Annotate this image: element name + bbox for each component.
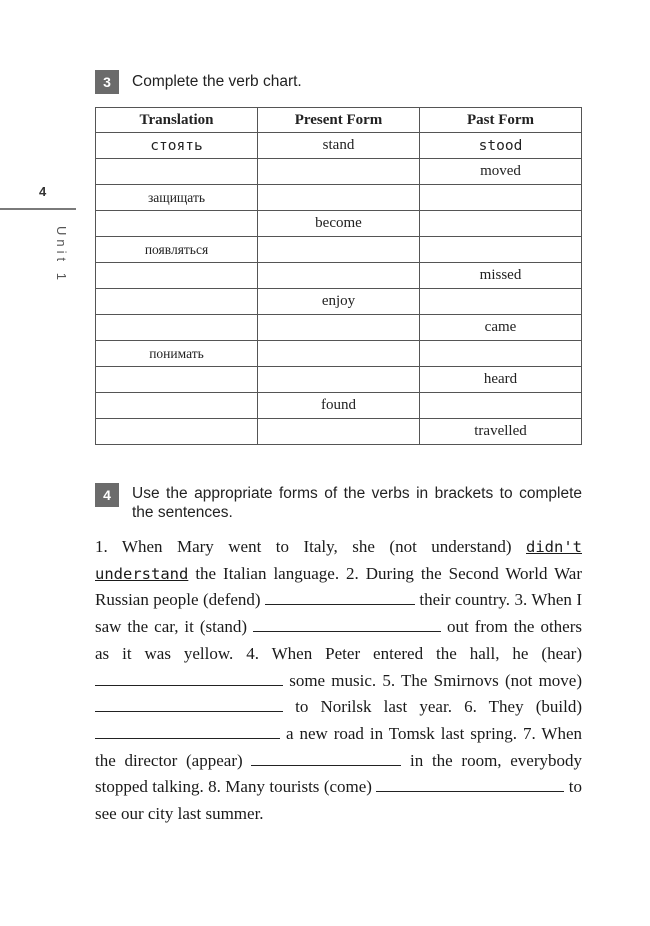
present-cell[interactable] — [258, 185, 420, 211]
present-cell[interactable]: enjoy — [258, 289, 420, 315]
present-cell[interactable]: stand — [258, 133, 420, 159]
present-cell[interactable] — [258, 315, 420, 341]
translation-cell[interactable] — [96, 315, 258, 341]
table-header-row — [96, 108, 582, 133]
translation-cell[interactable] — [96, 289, 258, 315]
past-cell[interactable]: came — [420, 315, 582, 341]
sentence-text: a new road in Tomsk last spring. 7. When the director (appear) — [95, 723, 582, 770]
verb-chart-table — [95, 107, 582, 445]
table-row — [96, 419, 582, 445]
present-cell[interactable] — [258, 237, 420, 263]
past-cell[interactable]: heard — [420, 367, 582, 393]
past-cell[interactable] — [420, 289, 582, 315]
exercise-text — [95, 534, 582, 828]
translation-cell[interactable]: защищать — [96, 185, 258, 211]
task3-number-badge: 3 — [95, 70, 119, 94]
past-cell[interactable]: missed — [420, 263, 582, 289]
sentence-text: in the room, everybody stopped talking. 8. Many tourists (come) — [95, 750, 583, 797]
translation-cell[interactable] — [96, 159, 258, 185]
page-number: 4 — [39, 184, 47, 199]
unit-label: Unit 1 — [54, 226, 69, 284]
table-row — [96, 315, 582, 341]
translation-cell[interactable]: понимать — [96, 341, 258, 367]
present-cell[interactable] — [258, 159, 420, 185]
task3-instruction: Complete the verb chart. — [132, 73, 302, 90]
column-header-past: Past Form — [420, 108, 582, 133]
translation-cell[interactable] — [96, 211, 258, 237]
task3-header — [95, 70, 302, 94]
present-cell[interactable]: found — [258, 393, 420, 419]
translation-cell[interactable]: появляться — [96, 237, 258, 263]
translation-cell[interactable]: стоять — [96, 133, 258, 159]
past-cell[interactable]: travelled — [420, 419, 582, 445]
table-row — [96, 341, 582, 367]
present-cell[interactable] — [258, 341, 420, 367]
answer-blank[interactable] — [265, 589, 415, 605]
past-cell[interactable] — [420, 237, 582, 263]
answer-blank[interactable] — [251, 750, 401, 766]
present-cell[interactable] — [258, 367, 420, 393]
present-cell[interactable] — [258, 263, 420, 289]
table-row — [96, 211, 582, 237]
translation-cell[interactable] — [96, 367, 258, 393]
task4-header — [95, 483, 582, 522]
table-row — [96, 159, 582, 185]
answer-blank[interactable] — [95, 696, 283, 712]
answer-blank[interactable] — [376, 776, 564, 792]
past-cell[interactable] — [420, 211, 582, 237]
task4-number-badge: 4 — [95, 483, 119, 507]
sentence-text: out from the others as it was yellow. 4. When Peter entered the hall, he (hear) — [95, 617, 582, 663]
sentence-text: their country. 3. When I saw the car, it (stand) — [95, 590, 582, 637]
table-row — [96, 185, 582, 211]
translation-cell[interactable] — [96, 419, 258, 445]
translation-cell[interactable] — [96, 263, 258, 289]
side-divider — [0, 208, 76, 210]
task4-instruction: Use the appropriate forms of the verbs in brackets to complete the sentences. — [132, 485, 582, 521]
sentence-text: to see our city last summer. — [95, 777, 583, 824]
sentence-text: some music. 5. The Smirnovs (not move) — [289, 670, 583, 690]
past-cell[interactable]: stood — [420, 133, 582, 159]
past-cell[interactable] — [420, 341, 582, 367]
answer-blank[interactable] — [253, 616, 441, 632]
past-cell[interactable] — [420, 185, 582, 211]
table-row — [96, 263, 582, 289]
sentence-text: to Norilsk last year. 6. They (build) — [295, 697, 582, 717]
present-cell[interactable] — [258, 419, 420, 445]
sample-answer: understand — [95, 564, 189, 583]
table-row — [96, 393, 582, 419]
translation-cell[interactable] — [96, 393, 258, 419]
answer-blank[interactable] — [95, 723, 280, 739]
column-header-translation: Translation — [96, 108, 258, 133]
column-header-present: Present Form — [258, 108, 420, 133]
table-row — [96, 367, 582, 393]
sample-answer: didn't — [526, 538, 582, 556]
present-cell[interactable]: become — [258, 211, 420, 237]
answer-blank[interactable] — [95, 670, 283, 686]
past-cell[interactable] — [420, 393, 582, 419]
table-row — [96, 237, 582, 263]
past-cell[interactable]: moved — [420, 159, 582, 185]
table-row — [96, 289, 582, 315]
sentence-text: the Italian language. 2. During the Second World War Russian people (defend) — [95, 563, 583, 610]
table-row — [96, 133, 582, 159]
sentence-text: 1. When Mary went to Italy, she (not understand) — [95, 537, 512, 556]
